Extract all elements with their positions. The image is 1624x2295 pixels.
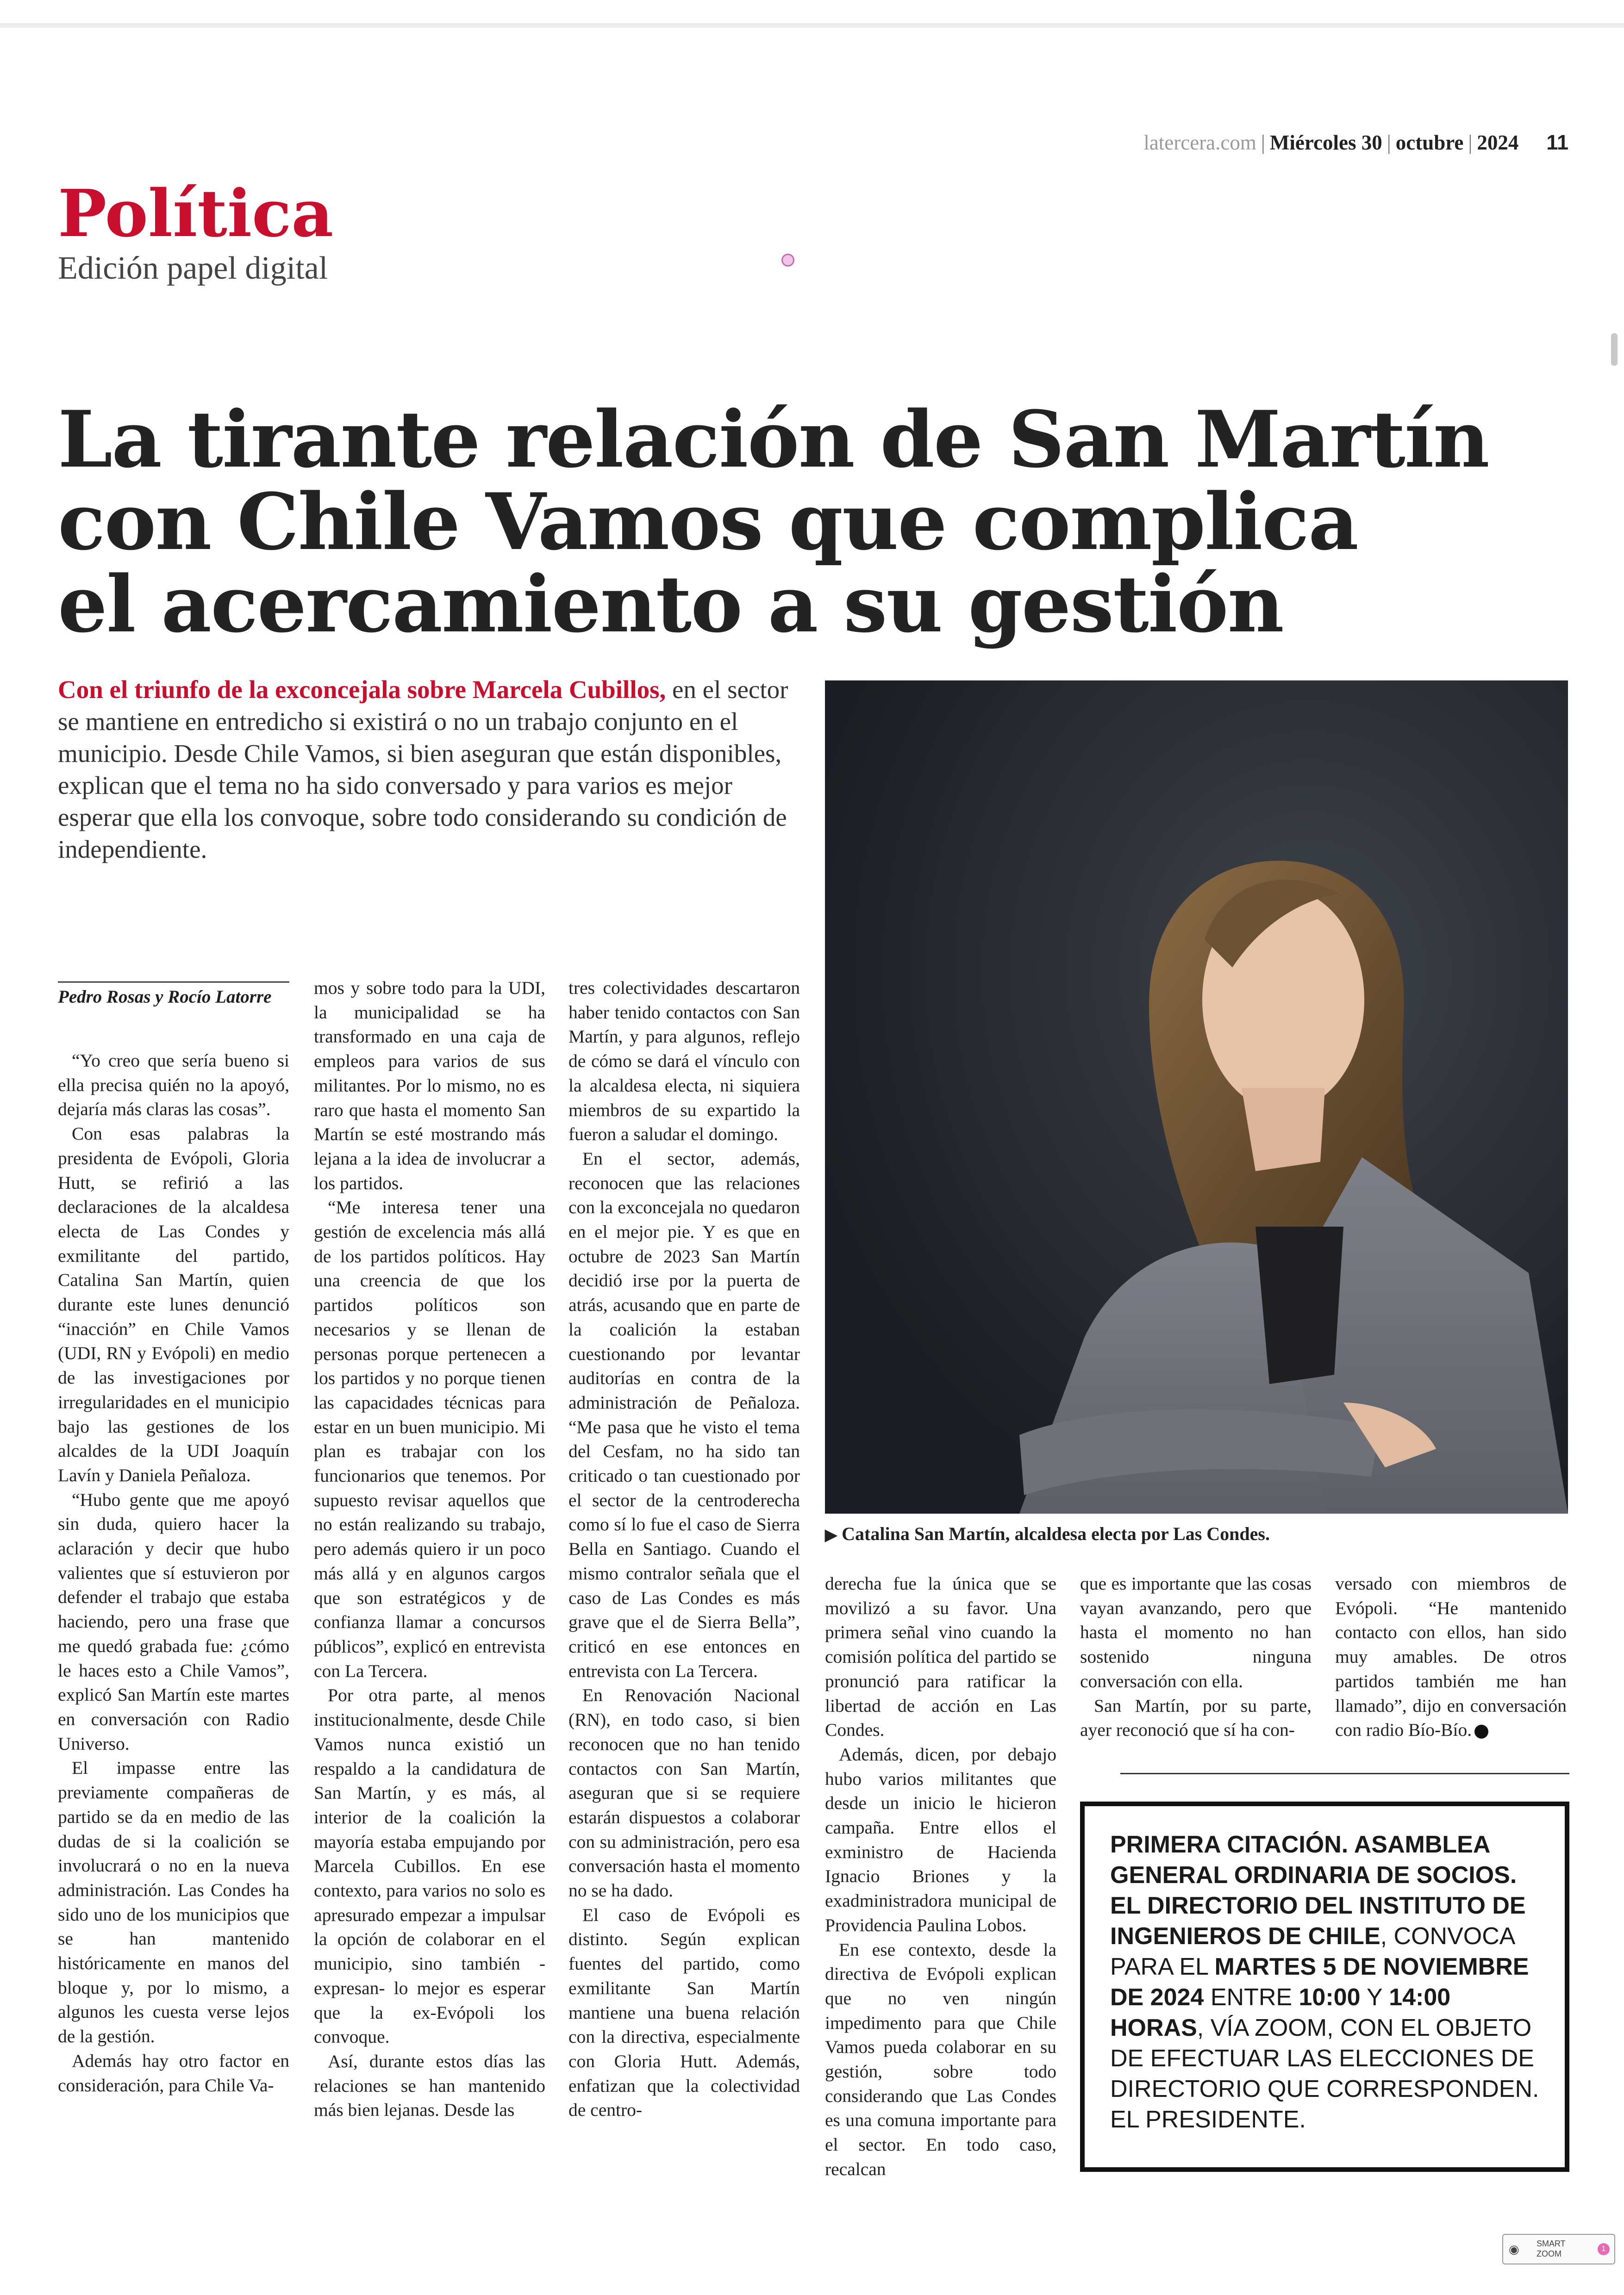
paragraph: Además, dicen, por debajo hubo varios militantes que desde un inicio le hicieron campaña. Entre ellos el exministro de Hacienda Ignacio Briones y la exadministradora municipal de Providencia Paulina Lobos. <box>825 1744 1056 1935</box>
article-column-5 <box>1080 1572 1312 1742</box>
eye-icon: ◉ <box>1509 2242 1519 2256</box>
article-column-2 <box>314 976 545 2122</box>
lead-highlight: Con el triunfo de la exconcejala sobre Marcela Cubillos, <box>58 675 666 704</box>
paragraph: “Hubo gente que me apoyó sin duda, quiero hacer la aclaración y decir que hubo valientes que sí estuvieron por defender el trabajo que estaba haciendo, pero una frase que me quedó grabada fue: ¿cómo le haces esto a Chile Vamos”, explicó San Martín este martes en conversación con Radio Universo. <box>58 1489 289 1754</box>
paragraph: El impasse entre las previamente compañeras de partido se da en medio de las dudas de si la coalición se involucrará o no en la nueva administración. Las Condes ha sido uno de los municipios que se han mantenido históricamente en manos del bloque y, por lo mismo, a algunos les cuesta verse lejos de la gestión. <box>58 1758 289 2047</box>
smart-zoom-label: SMART ZOOM <box>1537 2239 1566 2258</box>
headline-line: con Chile Vamos que complica <box>58 476 1358 568</box>
legal-notice-box: PRIMERA CITACIÓN. ASAMBLEA GENERAL ORDINARIA DE SOCIOS. EL DIRECTORIO DEL INSTITUTO DE INGENIEROS DE CHILE, CONVOCA PARA EL MARTES 5 DE NOVIEMBRE DE 2024 ENTRE 10:00 Y 14:00 HORAS, VÍA ZOOM, CON EL OBJETO DE EFECTUAR LAS ELECCIONES DE DIRECTORIO QUE CORRESPONDEN. EL PRESIDENTE. <box>1080 1802 1569 2172</box>
paragraph: derecha fue la única que se movilizó a su favor. Una primera señal vino cuando la comisión política del partido se pronunció para ratificar la libertad de acción en Las Condes. <box>825 1573 1056 1740</box>
caption-arrow-icon: ▶ <box>825 1527 837 1544</box>
paragraph: “Me interesa tener una gestión de excelencia más allá de los partidos políticos. Hay una creencia de que los partidos políticos son necesarios y se llenan de personas porque pertenecen a los partidos y no porque tienen las capacidades técnicas para estar en un buen municipio. Mi plan es trabajar con los funcionarios que tenemos. Por supuesto revisar aquellos que no están realizando su trabajo, pero además quiero ir un poco más allá y en algunos cargos que son estratégicos y de confianza llamar a concursos públicos”, explicó en entrevista con La Tercera. <box>314 1197 545 1681</box>
paragraph: En ese contexto, desde la directiva de Evópoli explican que no ven ningún impedimento para que Chile Vamos pueda colaborar en su gestión, sobre todo considerando que Las Condes es una comuna importante para el sector. En todo caso, recalcan <box>825 1939 1056 2179</box>
header-year: 2024 <box>1477 131 1519 154</box>
article-column-1 <box>58 1048 289 2097</box>
viewer-top-bar <box>0 23 1624 28</box>
article-headline <box>58 393 1489 650</box>
byline-rule <box>58 981 289 983</box>
paragraph: En Renovación Nacional (RN), en todo caso, si bien reconocen que no han tenido contactos con San Martín, aseguran que si se requiere estarán dispuestos a colaborar con su administración, pero esa conversación hasta el momento no se ha dado. <box>568 1685 800 1901</box>
site-name[interactable]: latercera.com <box>1143 131 1256 154</box>
portrait-illustration <box>825 680 1568 1514</box>
headline-line: La tirante relación de San Martín <box>58 393 1489 485</box>
article-column-3 <box>568 976 800 2122</box>
article-lead <box>58 674 799 865</box>
notification-badge: 1 <box>1598 2243 1610 2255</box>
article-photo <box>825 680 1568 1514</box>
headline-line: el acercamiento a su gestión <box>58 558 1283 650</box>
paragraph: mos y sobre todo para la UDI, la municipalidad se ha transformado en una caja de empleos para varios de sus militantes. Por lo mismo, no es raro que hasta el momento San Martín se esté mostrando más lejana a la idea de involucrar a los partidos. <box>314 978 545 1193</box>
paragraph: versado con miembros de Evópoli. “He mantenido contacto con ellos, han sido muy amables. De otros partidos también me han llamado”, dijo en conversación con radio Bío-Bío. <box>1335 1573 1567 1740</box>
paragraph: San Martín, por su parte, ayer reconoció que sí ha con- <box>1080 1695 1312 1740</box>
annotation-pin-icon[interactable] <box>781 254 794 267</box>
article-byline: Pedro Rosas y Rocío Latorre <box>58 987 272 1007</box>
paragraph: tres colectividades descartaron haber tenido contactos con San Martín, y para algunos, reflejo de cómo se dará el vínculo con la alcaldesa electa, ni siquiera miembros de su expartido la fueron a saludar el domingo. <box>568 978 800 1145</box>
paragraph: El caso de Evópoli es distinto. Según explican fuentes del partido, como exmilitante San Martín mantiene una buena relación con la directiva, especialmente con Gloria Hutt. Además, enfatizan que la colectividad de centro- <box>568 1904 800 2120</box>
scrollbar-thumb[interactable] <box>1611 333 1618 366</box>
notice-rule <box>1120 1773 1569 1774</box>
paragraph: que es importante que las cosas vayan avanzando, pero que hasta el momento no han sostenido ninguna conversación con ella. <box>1080 1573 1312 1691</box>
lead-text: en el sector se mantiene en entredicho si existirá o no un trabajo conjunto en el municipio. Desde Chile Vamos, si bien aseguran que están disponibles, explican que el tema no ha sido conversado y para varios es mejor esperar que ella los convoque, sobre todo considerando su condición de independiente. <box>58 675 788 863</box>
paragraph: Con esas palabras la presidenta de Evópoli, Gloria Hutt, se refirió a las declaraciones de la alcaldesa electa de Las Condes y exmilitante del partido, Catalina San Martín, quien durante este lunes denunció “inacción” en Chile Vamos (UDI, RN y Evópoli) en medio de las investigaciones por irregularidades en el municipio bajo las gestiones de los alcaldes de la UDI Joaquín Lavín y Daniela Peñaloza. <box>58 1123 289 1485</box>
section-title: Política <box>58 176 334 252</box>
photo-caption: ▶ Catalina San Martín, alcaldesa electa por Las Condes. <box>825 1523 1270 1544</box>
section-subtitle: Edición papel digital <box>58 250 328 286</box>
header-month: octubre <box>1395 131 1464 154</box>
page-number: 11 <box>1546 131 1568 154</box>
article-column-6 <box>1335 1572 1567 1742</box>
paragraph: Además hay otro factor en consideración, para Chile Va- <box>58 2050 289 2095</box>
paragraph: “Yo creo que sería bueno si ella precisa quién no la apoyó, dejaría más claras las cosas”. <box>58 1050 289 1120</box>
end-of-article-icon <box>1474 1725 1488 1739</box>
paragraph: En el sector, además, reconocen que las relaciones con la exconcejala no quedaron en el mejor pie. Y es que en octubre de 2023 San Martín decidió irse por la puerta de atrás, acusando que en parte de la coalición la estaban cuestionando por levantar auditorías en contra de la administración de Peñaloza. “Me pasa que he visto el tema del Cesfam, no ha sido tan criticado o tan cuestionado por el sector de la centroderecha como sí lo fue el caso de Sierra Bella en Santiago. Cuando el mismo contralor señala que el caso de Las Condes es más grave que el de Sierra Bella”, criticó en ese entonces en entrevista con La Tercera. <box>568 1148 800 1681</box>
paragraph: Así, durante estos días las relaciones se han mantenido más bien lejanas. Desde las <box>314 2051 545 2120</box>
smart-zoom-button[interactable] <box>1502 2234 1615 2264</box>
header-day: Miércoles 30 <box>1269 131 1382 154</box>
page-header: latercera.com | Miércoles 30 | octubre | 2024 11 <box>1143 131 1568 154</box>
article-column-4 <box>825 1572 1056 2182</box>
paragraph: Por otra parte, al menos institucionalmente, desde Chile Vamos nunca existió un respaldo a la candidatura de San Martín, y es más, al interior de la coalición la mayoría estaba empujando por Marcela Cubillos. En ese contexto, para varios no solo es apresurado empezar a impulsar la opción de colaborar en el municipio, sino también -expresan- lo mejor es esperar que la ex-Evópoli los convoque. <box>314 1685 545 2047</box>
